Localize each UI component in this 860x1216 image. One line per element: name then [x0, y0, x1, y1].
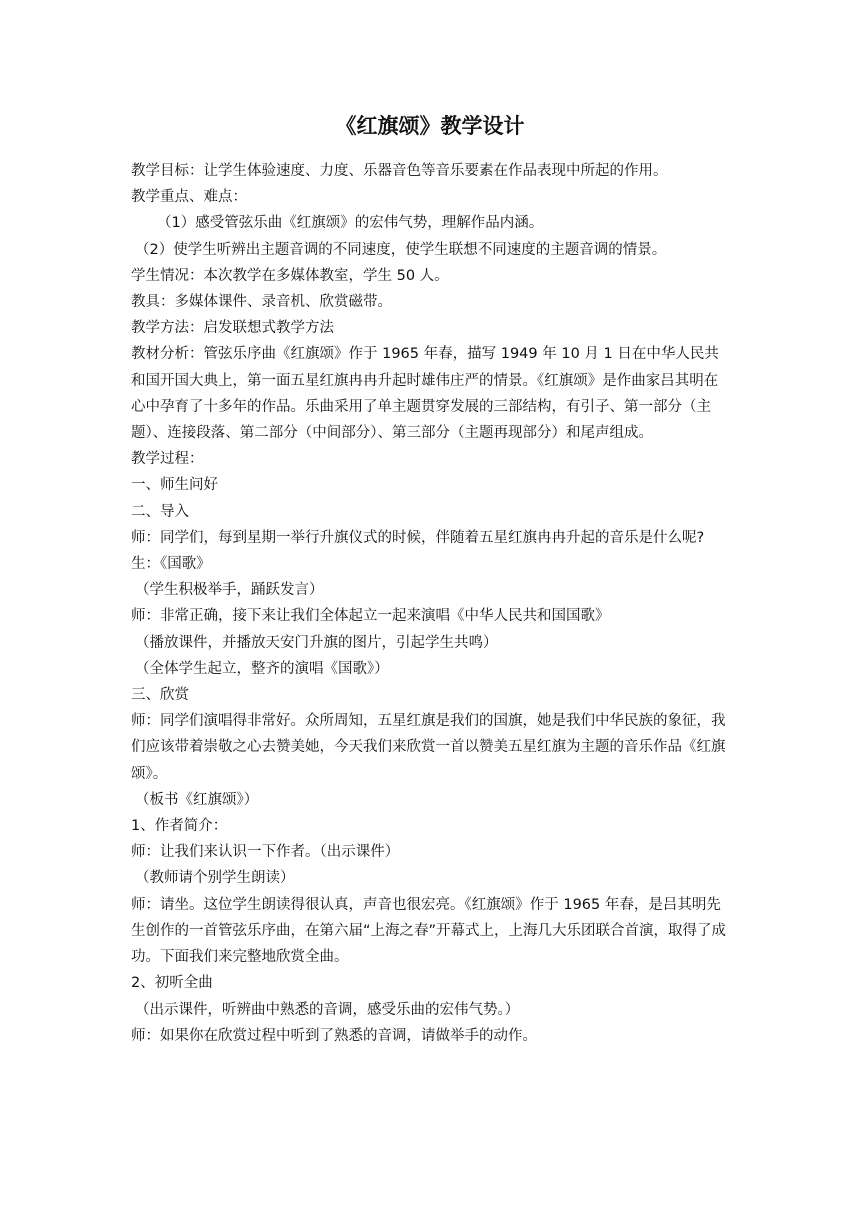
paragraph: 师：让我们来认识一下作者。（出示课件）	[131, 844, 400, 861]
paragraph: （出示课件，听辨曲中熟悉的音调，感受乐曲的宏伟气势。）	[135, 1001, 520, 1018]
paragraph: （2）使学生听辨出主题音调的不同速度，使学生联想不同速度的主题音调的情景。	[135, 241, 667, 258]
document-title: 《红旗颂》教学设计	[335, 114, 525, 138]
paragraph: 教具：多媒体课件、录音机、欣赏磁带。	[131, 294, 392, 311]
paragraph: （板书《红旗颂》）	[135, 791, 259, 808]
paragraph: 2、初听全曲	[131, 975, 213, 992]
paragraph: 教学目标：让学生体验速度、力度、乐器音色等音乐要素在作品表现中所起的作用。	[131, 163, 668, 179]
paragraph: 一、师生问好	[131, 477, 218, 494]
document-body	[131, 158, 731, 1049]
paragraph: （1）感受管弦乐曲《红旗颂》的宏伟气势，理解作品内涵。	[157, 215, 544, 232]
paragraph: 师：同学们演唱得非常好。众所周知，五星红旗是我们的国旗，她是我们中华民族的象征，我们应该带着崇敬之心去赞美她，今天我们来欣赏一首以赞美五星红旗为主题的音乐作品《红旗颂》。	[131, 713, 726, 782]
paragraph: 教学重点、难点：	[131, 189, 247, 206]
paragraph: （播放课件，并播放天安门升旗的图片，引起学生共鸣）	[135, 634, 498, 651]
paragraph: 1、作者简介：	[131, 818, 228, 835]
paragraph: 师：同学们，每到星期一举行升旗仪式的时候，伴随着五星红旗冉冉升起的音乐是什么呢?	[131, 529, 705, 546]
paragraph: 师：非常正确，接下来让我们全体起立一起来演唱《中华人民共和国国歌》	[131, 608, 610, 625]
paragraph: 二、导入	[131, 503, 189, 520]
paragraph: （学生积极举手，踊跃发言）	[135, 582, 324, 599]
paragraph: 师：如果你在欣赏过程中听到了熟悉的音调，请做举手的动作。	[131, 1027, 537, 1044]
paragraph: 生：《国歌》	[131, 556, 211, 573]
paragraph: 三、欣赏	[131, 687, 189, 704]
paragraph: 教学过程：	[131, 451, 204, 468]
paragraph: 学生情况：本次教学在多媒体教室，学生 50 人。	[131, 267, 449, 284]
paragraph: 教材分析：管弦乐序曲《红旗颂》作于 1965 年春，描写 1949 年 10 月 1 日在中华人民共和国开国大典上，第一面五星红旗冉冉升起时雄伟庄严的情景。《红旗颂》是作曲家吕其明在心中孕育了十多年的作品。乐曲采用了单主题贯穿发展的三部结构，有引子、第一部分（主题）、连接段落、第二部分（中间部分）、第三部分（主题再现部分）和尾声组成。	[131, 346, 719, 442]
paragraph: 师：请坐。这位学生朗读得很认真，声音也很宏亮。《红旗颂》作于 1965 年春，是吕其明先生创作的一首管弦乐序曲，在第六届“上海之春”开幕式上，上海几大乐团联合首演，取得了成功。下面我们来完整地欣赏全曲。	[131, 896, 727, 966]
paragraph: （教师请个别学生朗读）	[135, 870, 295, 887]
paragraph: （全体学生起立，整齐的演唱《国歌》）	[135, 660, 389, 677]
paragraph: 教学方法：启发联想式教学方法	[131, 320, 334, 337]
